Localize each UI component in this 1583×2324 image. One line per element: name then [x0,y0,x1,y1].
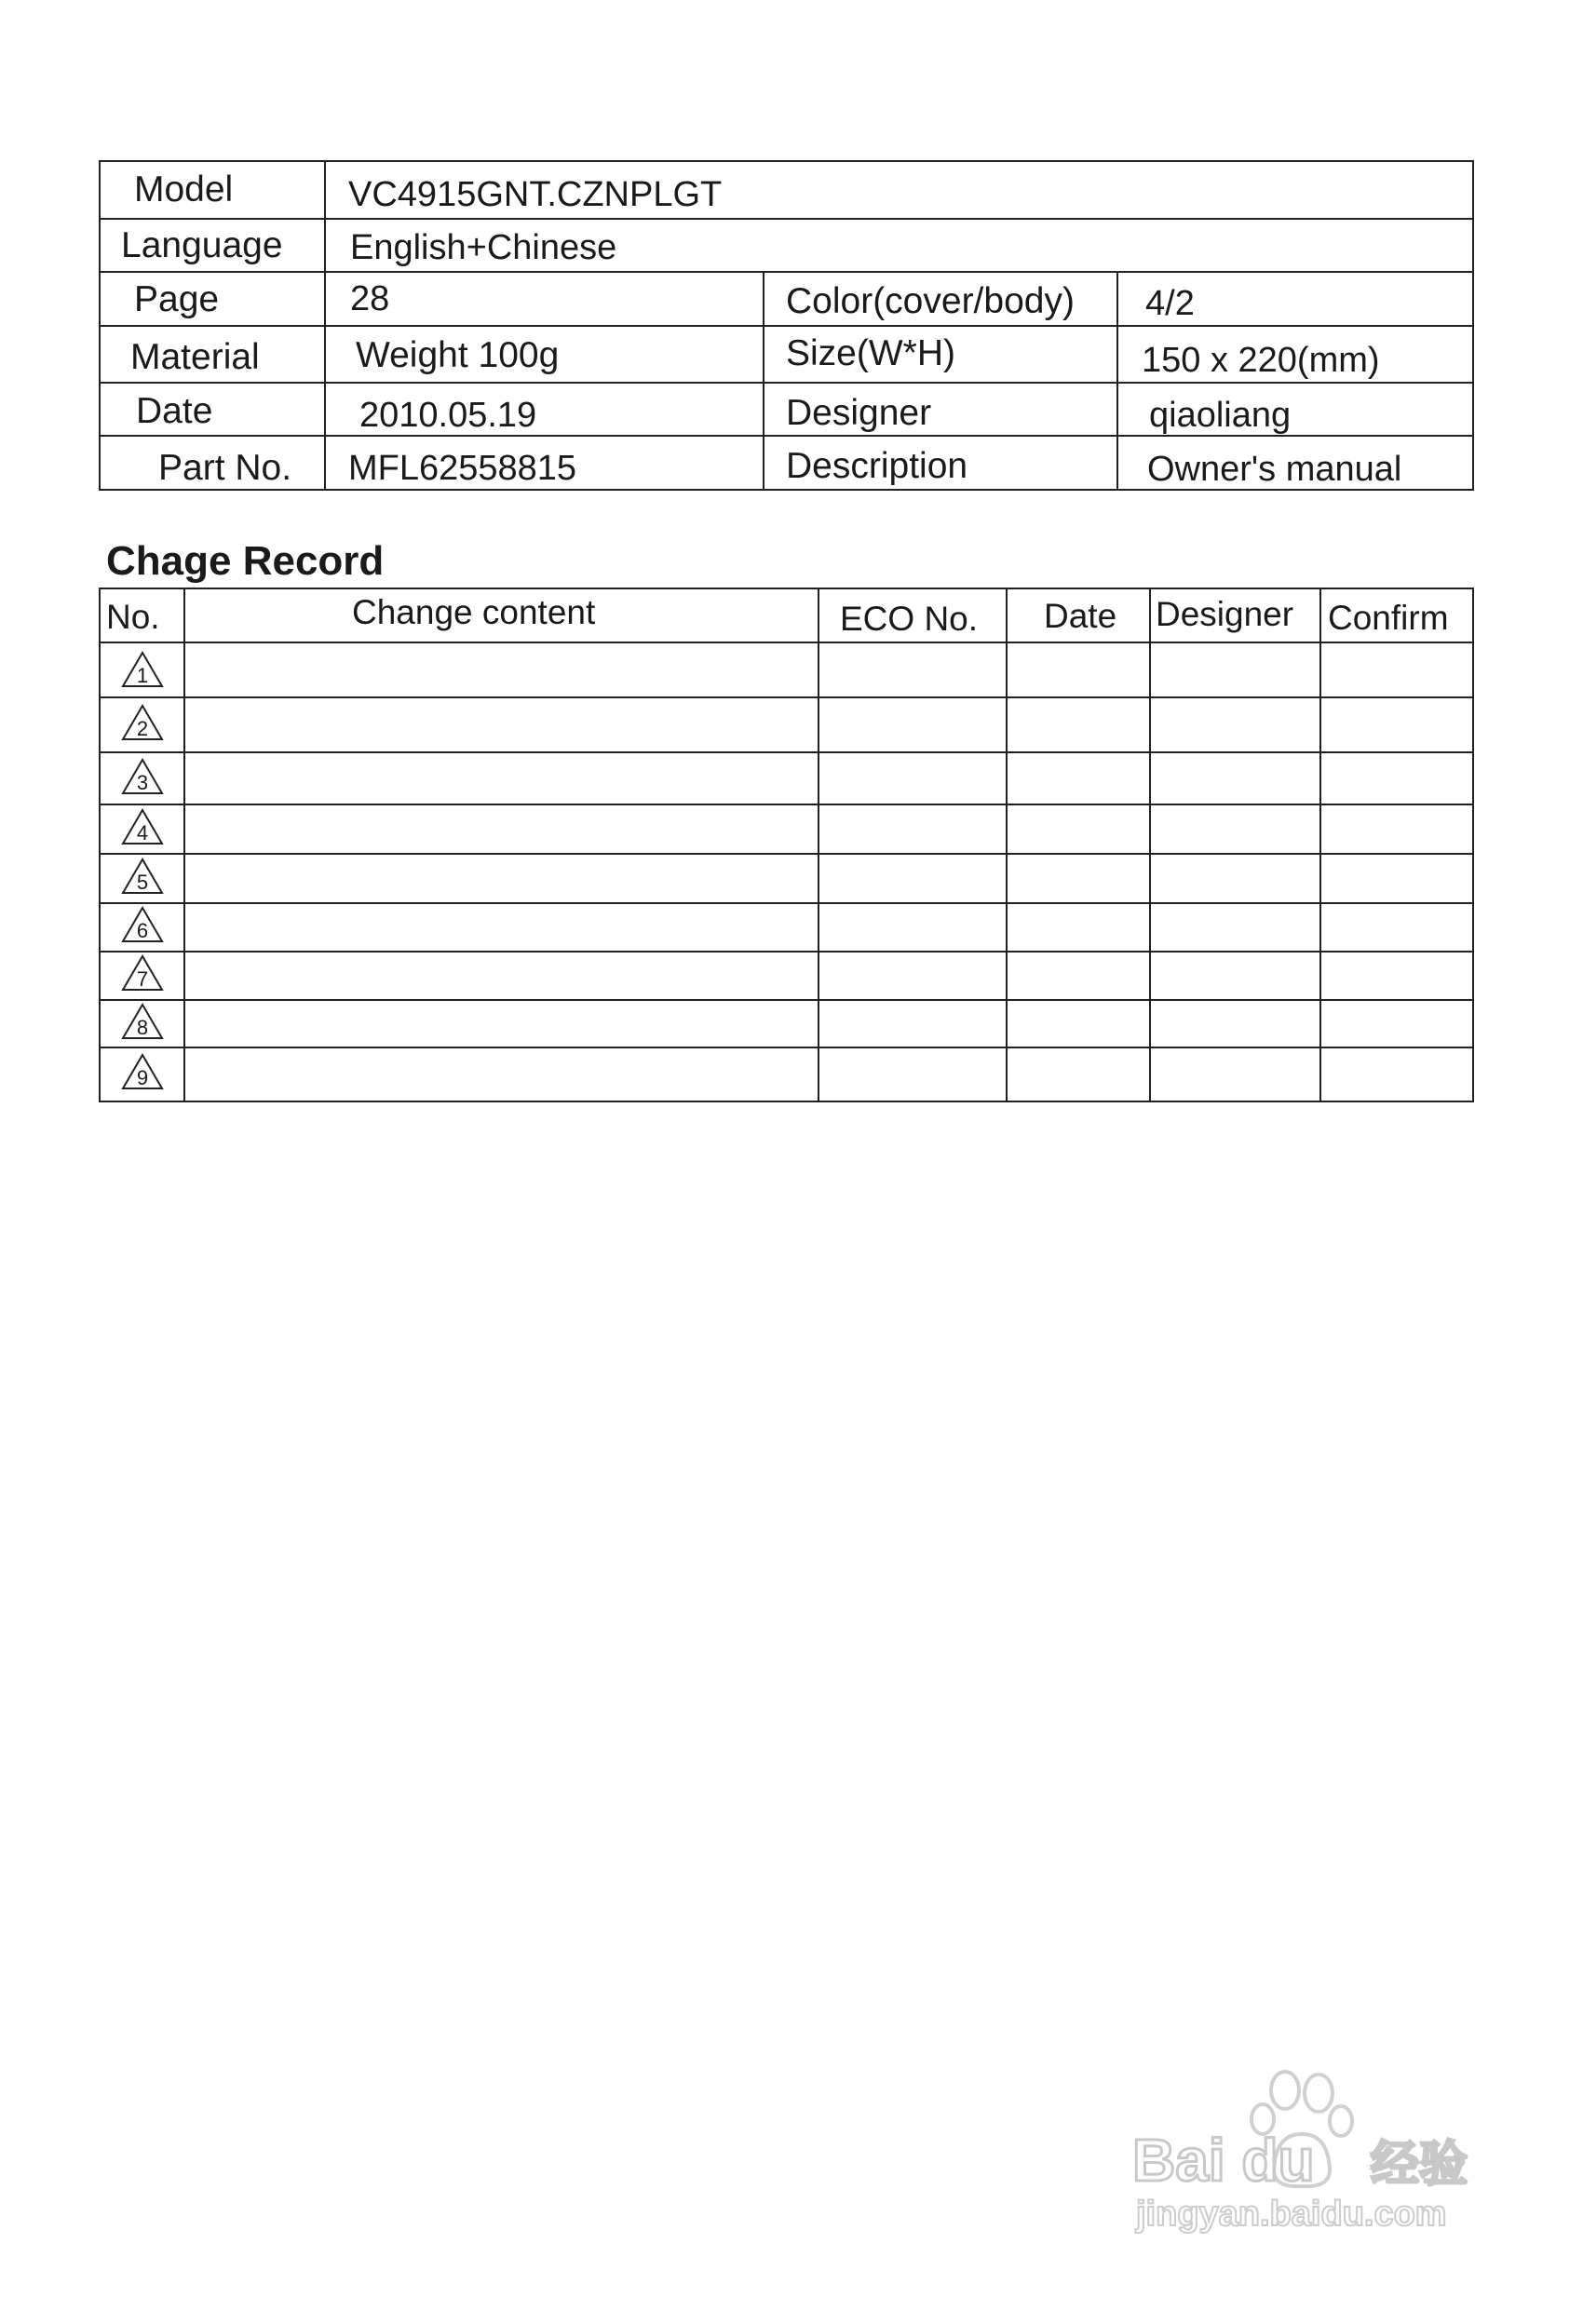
revision-number: 2 [136,717,149,740]
size-label: Size(W*H) [786,333,955,373]
record-row-divider [101,853,1472,855]
spec-row-divider [101,218,1472,220]
color-label: Color(cover/body) [786,281,1075,321]
revision-triangle-icon [121,1053,164,1090]
change-record-title: Chage Record [106,538,385,584]
revision-number: 7 [136,967,149,991]
record-row-divider [101,902,1472,904]
size-value: 150 x 220(mm) [1142,341,1380,380]
paw-logo-icon [1099,2058,1490,2235]
record-col-divider [1149,589,1151,1101]
page-label: Page [134,279,220,319]
spec-row-divider [101,382,1472,384]
partno-value: MFL62558815 [348,449,577,488]
spec-row-divider [101,435,1472,437]
spec-col-divider [324,162,326,489]
header-designer: Designer [1156,595,1294,633]
watermark-url: jingyan.baidu.com [1136,2195,1447,2234]
watermark-brand-cn: 经验 [1371,2137,1468,2193]
record-row-divider [101,951,1472,953]
designer-label: Designer [786,393,932,433]
revision-number: 3 [136,771,149,794]
revision-number: 9 [136,1066,149,1089]
revision-number: 8 [136,1016,149,1039]
record-col-divider [1006,589,1008,1101]
revision-number: 1 [136,664,149,687]
revision-number: 4 [136,821,149,844]
revision-triangle-icon [121,808,164,845]
record-col-divider [1319,589,1321,1101]
revision-triangle-icon [121,858,164,895]
spec-col-divider [763,271,764,489]
record-col-divider [183,589,185,1101]
watermark-brand: Bai du [1132,2127,1315,2194]
spec-row-divider [101,271,1472,273]
page-value: 28 [350,279,390,318]
header-change-content: Change content [352,593,596,631]
change-record-table [99,588,1474,1102]
language-label: Language [121,225,283,265]
description-value: Owner's manual [1147,450,1402,489]
header-confirm: Confirm [1328,599,1449,637]
spec-table [99,160,1474,491]
baidu-jingyan-watermark [1099,2058,1490,2235]
color-value: 4/2 [1145,284,1195,323]
record-row-divider [101,751,1472,753]
revision-number: 6 [136,919,149,942]
revision-triangle-icon [121,651,164,688]
language-value: English+Chinese [350,228,617,267]
record-row-divider [101,642,1472,643]
header-eco-no: ECO No. [840,600,979,638]
spec-row-divider [101,325,1472,327]
material-label: Material [130,337,260,377]
date-value: 2010.05.19 [359,396,537,435]
designer-value: qiaoliang [1149,396,1292,435]
material-value: Weight 100g [356,335,560,375]
model-label: Model [134,169,234,209]
record-col-divider [818,589,819,1101]
record-row-divider [101,1047,1472,1048]
revision-triangle-icon [121,758,164,795]
record-row-divider [101,804,1472,805]
revision-triangle-icon [121,704,164,741]
header-date: Date [1044,597,1117,635]
partno-label: Part No. [158,448,292,488]
model-value: VC4915GNT.CZNPLGT [348,175,723,214]
description-label: Description [786,446,968,486]
revision-triangle-icon [121,1003,164,1040]
revision-triangle-icon [121,906,164,943]
revision-number: 5 [136,871,149,894]
date-label: Date [136,391,213,431]
spec-col-divider [1116,271,1118,489]
header-no: No. [106,598,160,636]
revision-triangle-icon [121,954,164,992]
record-row-divider [101,696,1472,698]
record-row-divider [101,999,1472,1001]
